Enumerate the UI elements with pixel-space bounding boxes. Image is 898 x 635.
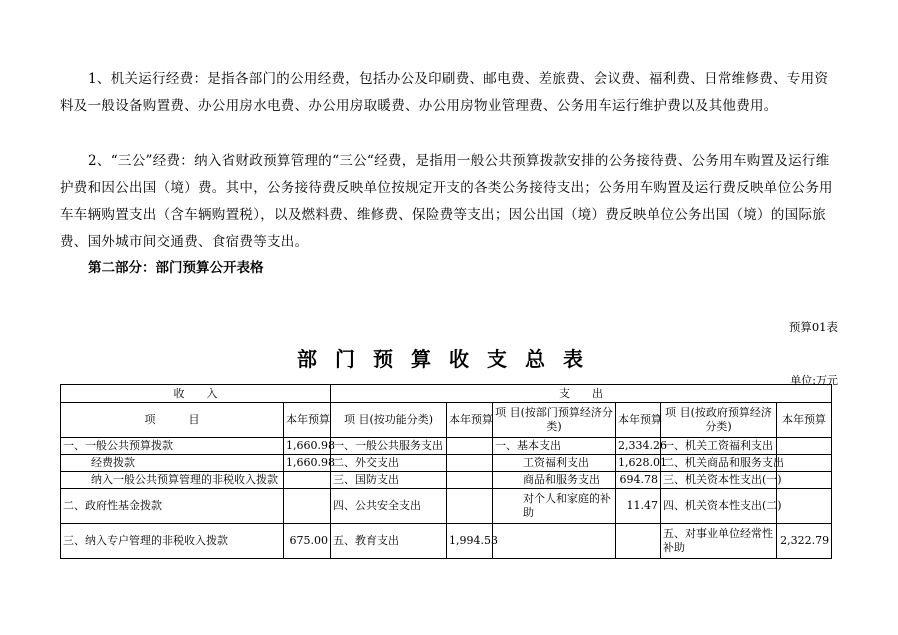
function-amount <box>447 472 493 489</box>
dept-econ-budget-header: 本年预算 <box>616 403 661 438</box>
function-item: 四、公共安全支出 <box>331 489 447 524</box>
gov-econ-item: 三、机关资本性支出(一) <box>661 472 777 489</box>
dept-econ-amount: 1,628.01 <box>616 455 661 472</box>
function-item: 三、国防支出 <box>331 472 447 489</box>
function-item: 一、一般公共服务支出 <box>331 438 447 455</box>
dept-econ-amount <box>616 524 661 559</box>
income-item: 一、一般公共预算拨款 <box>61 438 284 455</box>
table-row <box>61 489 832 524</box>
function-item-header: 项 目(按功能分类) <box>331 403 447 438</box>
function-item: 五、教育支出 <box>331 524 447 559</box>
income-amount <box>284 472 331 489</box>
income-item: 纳入一般公共预算管理的非税收入拨款 <box>61 472 284 489</box>
income-amount: 1,660.98 <box>284 438 331 455</box>
table-row <box>61 472 832 489</box>
dept-econ-amount: 694.78 <box>616 472 661 489</box>
table-number: 预算01表 <box>788 320 838 334</box>
gov-econ-item: 四、机关资本性支出(二) <box>661 489 777 524</box>
gov-econ-amount: 2,322.79 <box>777 524 832 559</box>
unit-label: 单位:万元 <box>790 374 838 387</box>
dept-econ-amount: 11.47 <box>616 489 661 524</box>
income-item-header: 项 目 <box>61 403 284 438</box>
function-item: 二、外交支出 <box>331 455 447 472</box>
gov-econ-amount <box>777 489 832 524</box>
gov-econ-amount <box>777 472 832 489</box>
table-title: 部门预算收支总表 <box>297 347 601 371</box>
section-heading: 第二部分：部门预算公开表格 <box>88 260 264 276</box>
dept-econ-item: 商品和服务支出 <box>493 472 616 489</box>
gov-econ-amount <box>777 438 832 455</box>
income-amount <box>284 489 331 524</box>
gov-econ-item: 一、机关工资福利支出 <box>661 438 777 455</box>
income-header: 收 入 <box>61 385 331 403</box>
income-amount: 1,660.98 <box>284 455 331 472</box>
function-amount <box>447 489 493 524</box>
budget-summary-table <box>60 384 832 559</box>
dept-econ-item: 一、基本支出 <box>493 438 616 455</box>
paragraph-operating-expenses: 1、机关运行经费：是指各部门的公用经费，包括办公及印刷费、邮电费、差旅费、会议费、福利费、日常维修费、专用资料及一般设备购置费、办公用房水电费、办公用房取暖费、办公用房物业管理费、公务用车运行维护费以及其他费用。 <box>60 71 829 114</box>
gov-econ-item-header: 项 目(按政府预算经济分类) <box>661 403 777 438</box>
gov-econ-item: 二、机关商品和服务支出 <box>661 455 777 472</box>
gov-econ-budget-header: 本年预算 <box>777 403 832 438</box>
paragraph-three-public-expenses: 2、“三公”经费：纳入省财政预算管理的“三公“经费，是指用一般公共预算拨款安排的公务接待费、公务用车购置及运行维护费和因公出国（境）费。其中，公务接待费反映单位按规定开支的各类公务接待支出；公务用车购置及运行费反映单位公务用车车辆购置支出（含车辆购置税），以及燃料费、维修费、保险费等支出；因公出国（境）费反映单位公务出国（境）的国际旅费、国外城市间交通费、食宿费等支出。 <box>60 153 833 250</box>
dept-econ-item: 工资福利支出 <box>493 455 616 472</box>
function-budget-header: 本年预算 <box>447 403 493 438</box>
gov-econ-amount <box>777 455 832 472</box>
income-item: 三、纳入专户管理的非税收入拨款 <box>61 524 284 559</box>
header-row-1 <box>61 385 832 403</box>
table-row <box>61 438 832 455</box>
income-item: 经费拨款 <box>61 455 284 472</box>
dept-econ-amount: 2,334.26 <box>616 438 661 455</box>
function-amount <box>447 455 493 472</box>
income-amount: 675.00 <box>284 524 331 559</box>
dept-econ-item <box>493 524 616 559</box>
income-budget-header: 本年预算 <box>284 403 331 438</box>
function-amount <box>447 438 493 455</box>
function-amount: 1,994.53 <box>447 524 493 559</box>
table-row <box>61 524 832 559</box>
dept-econ-item-header: 项 目(按部门预算经济分类) <box>493 403 616 438</box>
income-item: 二、政府性基金拨款 <box>61 489 284 524</box>
expenditure-header: 支 出 <box>331 385 832 403</box>
table-row <box>61 455 832 472</box>
gov-econ-item: 五、对事业单位经常性补助 <box>661 524 777 559</box>
dept-econ-item: 对个人和家庭的补助 <box>493 489 616 524</box>
header-row-2 <box>61 403 832 438</box>
